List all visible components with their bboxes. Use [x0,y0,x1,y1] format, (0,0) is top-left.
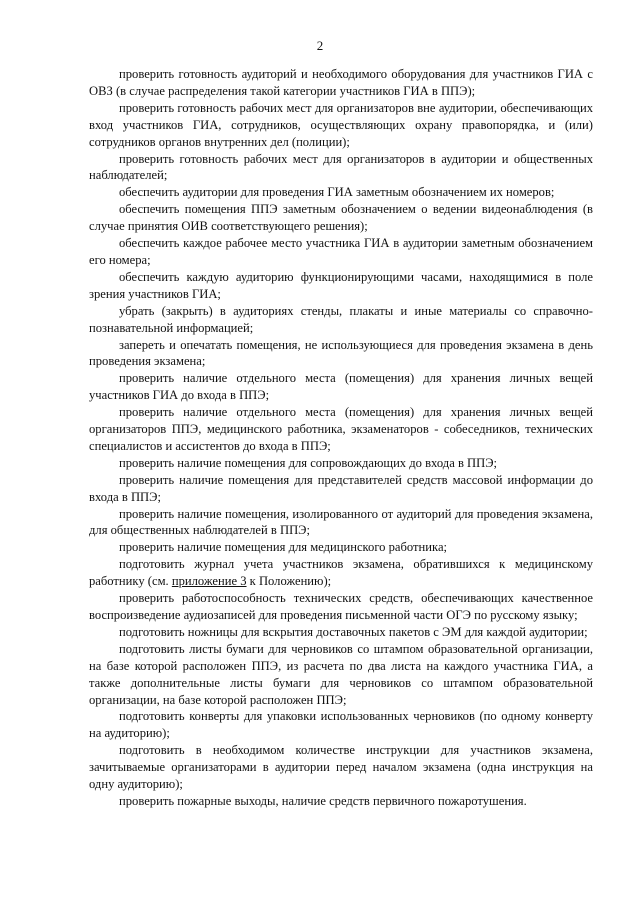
paragraph-text-suffix: к Положению); [246,574,332,589]
paragraph: проверить наличие отдельного места (помещения) для хранения личных вещей организаторов ППЭ, медицинского работника, экзаменаторов - собеседников, технических специалистов и ассистентов до входа в ППЭ; [89,405,593,453]
paragraph: проверить наличие помещения для представителей средств массовой информации до входа в ППЭ; [89,472,593,504]
paragraph: проверить наличие отдельного места (помещения) для хранения личных вещей участников ГИА до входа в ППЭ; [89,371,593,403]
paragraph: обеспечить аудитории для проведения ГИА заметным обозначением их номеров; [119,185,555,200]
document-body [89,66,593,810]
paragraph: проверить наличие помещения для медицинского работника; [119,540,448,555]
paragraph-with-link [89,556,593,590]
appendix-link[interactable]: приложение 3 [171,574,247,589]
paragraph: запереть и опечатать помещения, не использующиеся для проведения экзамена в день проведения экзамена; [89,337,593,369]
paragraph: проверить готовность рабочих мест для организаторов в аудитории и общественных наблюдателей; [89,151,593,183]
paragraph: подготовить в необходимом количестве инструкции для участников экзамена, зачитываемые организаторами в аудитории перед началом экзамена (одна инструкция на одну аудиторию); [89,743,593,792]
paragraph: проверить наличие помещения, изолированного от аудиторий для проведения экзамена, для общественных наблюдателей в ППЭ; [89,506,593,538]
paragraph: обеспечить каждое рабочее место участника ГИА в аудитории заметным обозначением его номера; [89,236,593,267]
paragraph: убрать (закрыть) в аудиториях стенды, плакаты и иные материалы со справочно-познавательной информацией; [89,303,593,335]
paragraph: проверить пожарные выходы, наличие средств первичного пожаротушения. [119,793,527,808]
paragraph: обеспечить помещения ППЭ заметным обозначением о ведении видеонаблюдения (в случае принятия ОИВ соответствующего решения); [89,202,593,234]
paragraph: проверить наличие помещения для сопровождающих до входа в ППЭ; [119,455,498,470]
paragraph: проверить готовность рабочих мест для организаторов вне аудитории, обеспечивающих вход участников ГИА, сотрудников, осуществляющих охрану правопорядка, и (или) сотрудников органов внутренних дел (полиции); [89,100,593,149]
paragraph: проверить работоспособность технических средств, обеспечивающих качественное воспроизведение аудиозаписей для проведения письменной части ОГЭ по русскому языку; [89,591,593,622]
paragraph: подготовить ножницы для вскрытия доставочных пакетов с ЭМ для каждой аудитории; [119,624,588,639]
paragraph: подготовить конверты для упаковки использованных черновиков (по одному конверту на аудиторию); [89,709,593,741]
page-number: 2 [316,38,324,53]
paragraph: обеспечить каждую аудиторию функционирующими часами, находящимися в поле зрения участников ГИА; [89,269,593,301]
paragraph: проверить готовность аудиторий и необходимого оборудования для участников ГИА с ОВЗ (в случае распределения такой категории участников ГИА в ППЭ); [89,67,593,98]
paragraph: подготовить листы бумаги для черновиков со штампом образовательной организации, на базе которой расположен ППЭ, из расчета по два листа на каждого участника ГИА, а также дополнительные листы бумаги для черновиков со штампом образовательной организации, на базе которой расположен ППЭ; [89,641,593,707]
paragraph-text: подготовить журнал учета участников экзамена, обратившихся к медицинскому работнику (см. [89,557,593,589]
